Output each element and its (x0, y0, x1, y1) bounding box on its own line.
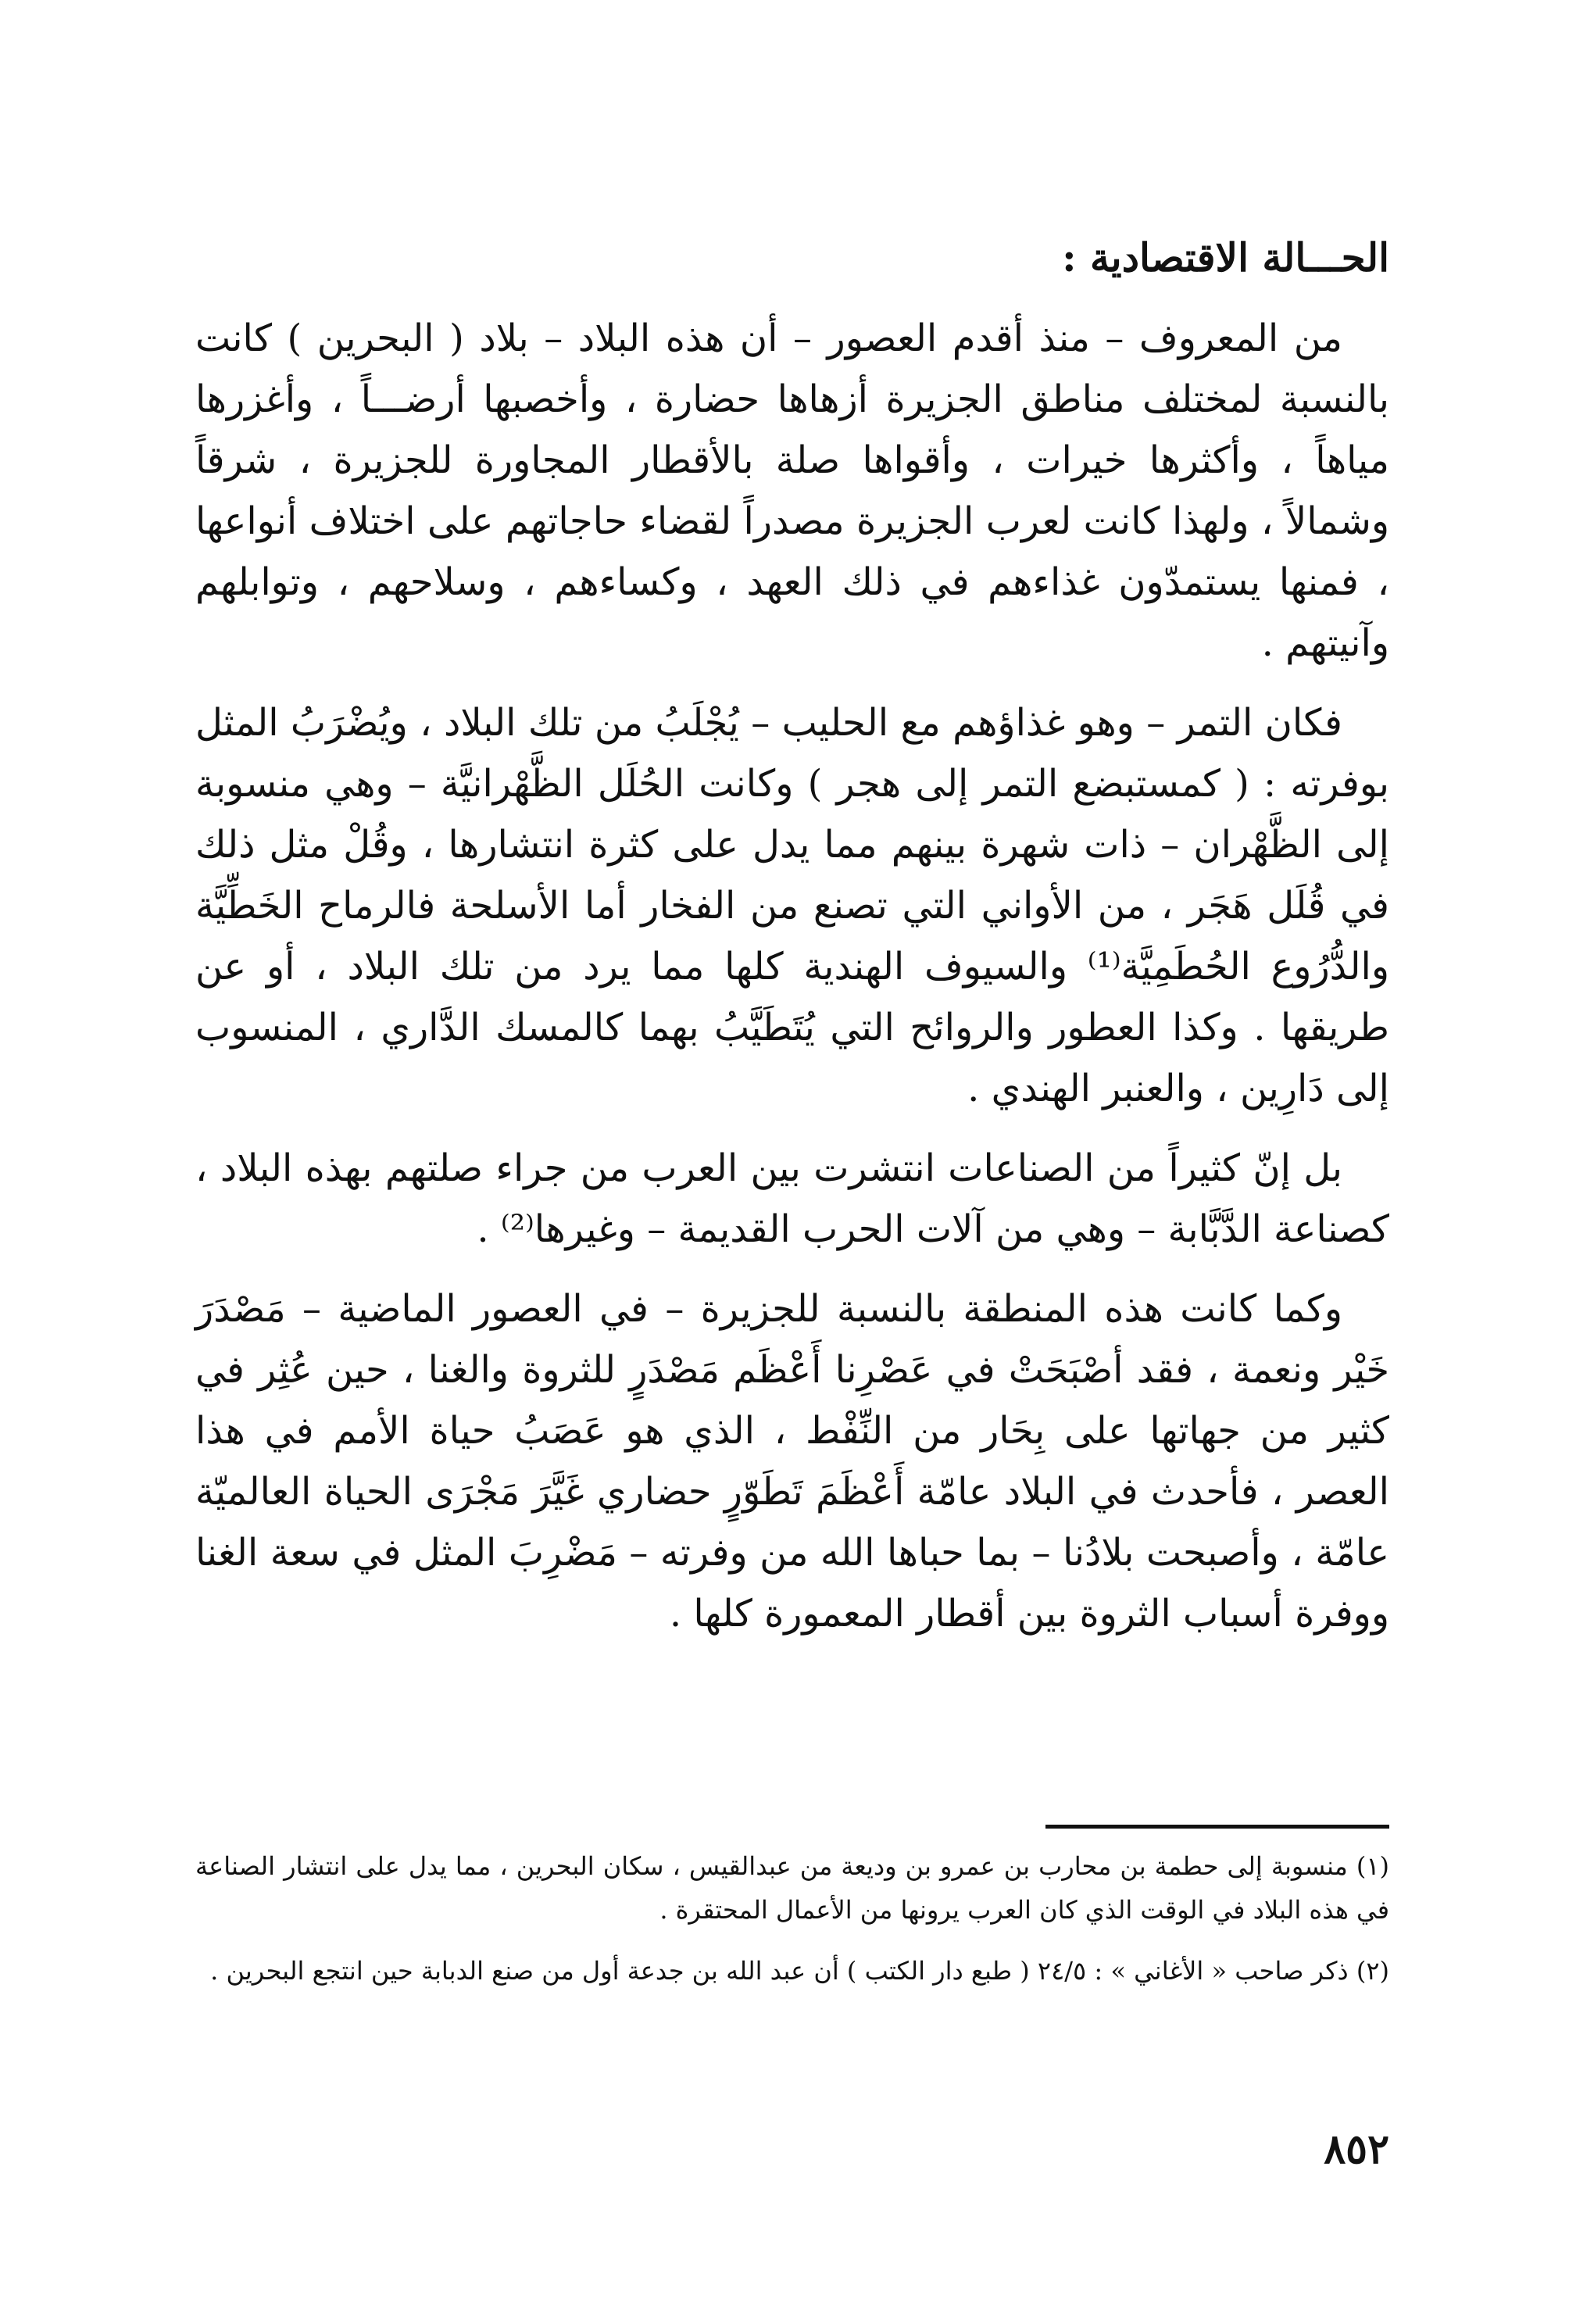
paragraph-1: من المعروف – منذ أقدم العصور – أن هذه البلاد – بلاد ( البحرين ) كانت بالنسبة لمختلف مناطق الجزيرة أزهاها حضارة ، وأخصبها أرضـــاً ، وأغزرها مياهاً ، وأكثرها خيرات ، وأقواها صلة بالأقطار المجاورة للجزيرة ، شرقاً وشمالاً ، ولهذا كانت لعرب الجزيرة مصدراً لقضاء حاجاتهم على اختلاف أنواعها ، فمنها يستمدّون غذاءهم في ذلك العهد ، وكساءهم ، وسلاحهم ، وتوابلهم وآنيتهم . (195, 316, 1389, 665)
paragraph-3: بل إنّ كثيراً من الصناعات انتشرت بين العرب من جراء صلتهم بهذه البلاد ، كصناعة الدَّبَّابة – وهي من آلات الحرب القديمة – وغيرها⁽²⁾ . (195, 1146, 1389, 1251)
footnote-separator (1045, 1825, 1389, 1829)
section-heading: الحـــالة الاقتصادية : (1062, 234, 1389, 281)
main-text (195, 234, 1389, 1663)
page-number: ٨٥٢ (1324, 2126, 1389, 2173)
footnote-2: (٢) ذكر صاحب « الأغاني » : ٢٤/٥ ( طبع دار الكتب ) أن عبد الله بن جدعة أول من صنع الدبابة حين انتجع البحرين . (210, 1956, 1389, 1986)
paragraph-4: وكما كانت هذه المنطقة بالنسبة للجزيرة – في العصور الماضية – مَصْدَرَ خَيْر ونعمة ، فقد أصْبَحَتْ في عَصْرِنا أَعْظَم مَصْدَرٍ للثروة والغنا ، حين عُثِر في كثير من جهاتها على بِحَار من النِّفْط ، الذي هو عَصَبُ حياة الأمم في هذا العصر ، فأحدث في البلاد عامّة أَعْظَمَ تَطَوّرٍ حضاري غَيَّرَ مَجْرَى الحياة العالميّة عامّة ، وأصبحت بلادُنا – بما حباها الله من وفرته – مَضْرِبَ المثل في سعة الغنا ووفرة أسباب الثروة بين أقطار المعمورة كلها . (195, 1287, 1389, 1636)
footnotes (195, 1844, 1389, 2010)
paragraph-2: فكان التمر – وهو غذاؤهم مع الحليب – يُجْلَبُ من تلك البلاد ، ويُضْرَبُ المثل بوفرته : ( كمستبضع التمر إلى هجر ) وكانت الحُلَل الظَّهْرانيَّة – وهي منسوبة إلى الظَّهْران – ذات شهرة بينهم مما يدل على كثرة انتشارها ، وقُلْ مثل ذلك في قُلَل هَجَر ، من الأواني التي تصنع من الفخار أما الأسلحة فالرماح الخَطِّيَّة والدُّرُوع الحُطَمِيَّة⁽¹⁾ والسيوف الهندية كلها مما يرد من تلك البلاد ، أو عن طريقها . وكذا العطور والروائح التي يُتَطَيَّبُ بهما كالمسك الدَّاري ، المنسوب إلى دَارِين ، والعنبر الهندي . (195, 701, 1390, 1110)
footnote-1: (١) منسوبة إلى حطمة بن محارب بن عمرو بن وديعة من عبدالقيس ، سكان البحرين ، مما يدل على انتشار الصناعة في هذه البلاد في الوقت الذي كان العرب يرونها من الأعمال المحتقرة . (195, 1851, 1389, 1925)
